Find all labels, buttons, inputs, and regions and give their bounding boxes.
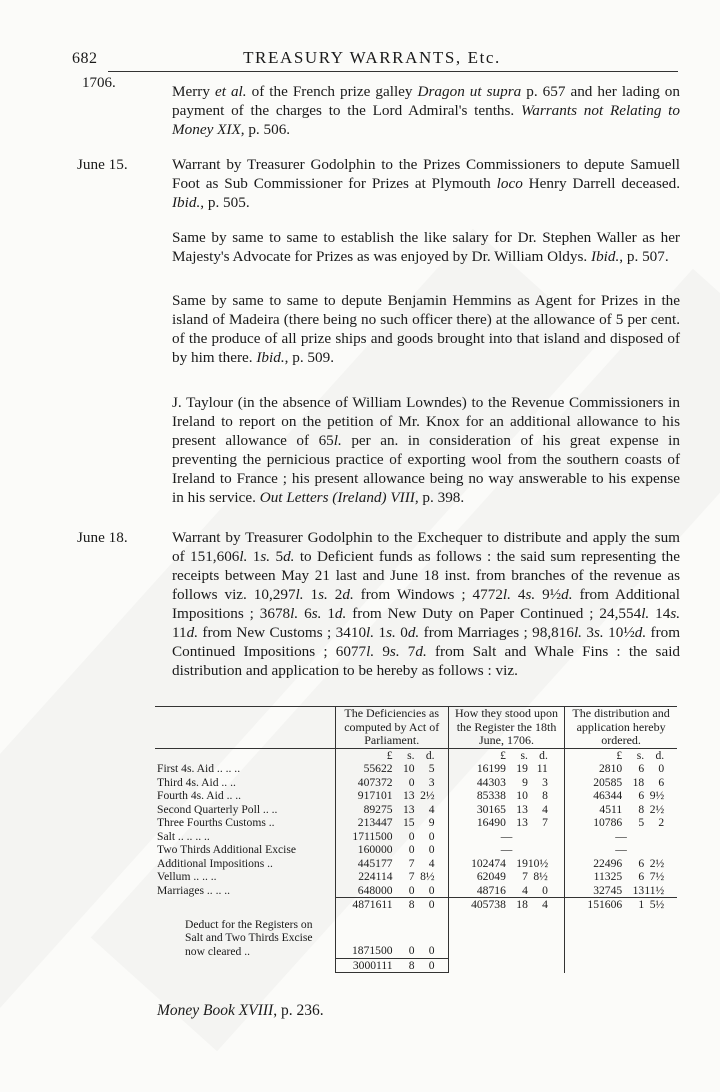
cell-a: 445177 7 4 [335, 857, 448, 871]
net-row: 3000111 8 0 [155, 958, 677, 973]
row-label: Fourth 4s. Aid .. .. [157, 789, 242, 802]
cell-b: 102474 1910½ [448, 857, 564, 871]
column-header-deficiencies: The Deficiencies as computed by Act of Parliament. [335, 707, 448, 749]
table-row [155, 816, 677, 830]
row-label: Vellum .. .. .. [157, 870, 217, 883]
row-label: First 4s. Aid .. .. .. [157, 762, 241, 775]
year-label: 1706. [82, 75, 116, 91]
row-label: Two Thirds Additional Excise [157, 843, 297, 856]
units-row: £ s. d. £ s. d. £ s. d. [155, 748, 677, 762]
cell-c: 46344 6 9½ [565, 789, 677, 803]
cell-b: 16490 13 7 [448, 816, 564, 830]
entry-6 [77, 528, 681, 680]
row-label: Marriages .. .. .. [157, 883, 231, 897]
entry-5 [172, 393, 680, 507]
table-row [155, 803, 677, 817]
column-header-distribution: The distribution and application hereby ordered. [565, 707, 677, 749]
table-body [155, 762, 677, 898]
cell-c: 11325 6 7½ [565, 870, 677, 884]
cell-a: 213447 15 9 [335, 816, 448, 830]
row-label: Salt .. .. .. .. [157, 829, 210, 843]
cell-c: 2810 6 0 [565, 762, 677, 776]
running-title: TREASURY WARRANTS, Etc. [243, 48, 501, 67]
row-label: Second Quarterly Poll .. .. [157, 802, 278, 816]
table-row [155, 830, 677, 844]
table-row [155, 843, 677, 857]
table-row [155, 776, 677, 790]
cell-c: 32745 1311½ [565, 884, 677, 898]
table-row [155, 884, 677, 898]
cell-a: 89275 13 4 [335, 803, 448, 817]
footer-citation: Money Book XVIII, p. 236. [157, 1002, 324, 1019]
entry-3 [172, 228, 680, 266]
entry-text: J. Taylour (in the absence of William Lowndes) to the Revenue Commissioners in Ireland to report on the petition of Mr. Knox for an additional allowance to his present allowance of 65l. per an. in consideration of his great expense in preventing the pernicious practice of exporting wool from the southern coasts of Ireland to France ; his present allowance being no way answerable to his expense in his service. Out Letters (Ireland) VIII, p. 398. [172, 394, 680, 506]
totals-row: 4871611 8 0 405738 18 4 151606 1 5½ [155, 898, 677, 912]
cell-b: — [448, 830, 564, 844]
cell-c: 4511 8 2½ [565, 803, 677, 817]
cell-b: 16199 19 11 [448, 762, 564, 776]
cell-a: 160000 0 0 [335, 843, 448, 857]
entry-text: Merry et al. of the French prize galley Dragon ut supra p. 657 and her lading on payment of the charges to the Lord Admiral's tenths. Warrants not Relating to Money XIX, p. 506. [172, 83, 680, 138]
table-header-row [155, 707, 677, 749]
row-label: Three Fourths Customs .. [157, 816, 275, 829]
header-rule [108, 71, 678, 72]
cell-b: 85338 10 8 [448, 789, 564, 803]
page-header [72, 48, 672, 72]
table-row [155, 870, 677, 884]
entry-date: June 18. [77, 529, 128, 546]
cell-b: — [448, 843, 564, 857]
deficiency-table [155, 706, 677, 973]
table-row [155, 762, 677, 776]
cell-a: 648000 0 0 [335, 884, 448, 898]
entry-2 [77, 155, 680, 212]
cell-b: 62049 7 8½ [448, 870, 564, 884]
cell-a: 917101 13 2½ [335, 789, 448, 803]
cell-a: 407372 0 3 [335, 776, 448, 790]
cell-a: 224114 7 8½ [335, 870, 448, 884]
cell-b: 48716 4 0 [448, 884, 564, 898]
entry-1 [172, 82, 680, 139]
column-header-register: How they stood upon the Register the 18th June, 1706. [448, 707, 564, 749]
entry-4 [172, 291, 680, 367]
table-row [155, 857, 677, 871]
cell-c: 10786 5 2 [565, 816, 677, 830]
entry-date: June 15. [77, 156, 128, 173]
table-row [155, 789, 677, 803]
entry-text: Warrant by Treasurer Godolphin to the Prizes Commissioners to depute Samuell Foot as Sub Commissioner for Prizes at Plymouth loco Henry Darrell deceased. Ibid., p. 505. [172, 156, 680, 211]
cell-a: 1711500 0 0 [335, 830, 448, 844]
deduct-row: Deduct for the Registers on Salt and Two Thirds Excise now cleared .. 1871500 0 0 [155, 912, 677, 959]
cell-c: — [565, 830, 677, 844]
entry-text: Same by same to same to establish the like salary for Dr. Stephen Waller as her Majesty's Advocate for Prizes as was enjoyed by Dr. William Oldys. Ibid., p. 507. [172, 229, 680, 265]
cell-b: 44303 9 3 [448, 776, 564, 790]
cell-c: 20585 18 6 [565, 776, 677, 790]
page-number: 682 [72, 50, 98, 67]
cell-c: — [565, 843, 677, 857]
row-label: Third 4s. Aid .. .. [157, 775, 236, 789]
cell-b: 30165 13 4 [448, 803, 564, 817]
row-label: Additional Impositions .. [157, 856, 273, 870]
cell-c: 22496 6 2½ [565, 857, 677, 871]
deduct-label: Deduct for the Registers on Salt and Two Thirds Excise now cleared .. [185, 917, 313, 958]
cell-a: 55622 10 5 [335, 762, 448, 776]
entry-text: Warrant by Treasurer Godolphin to the Exchequer to distribute and apply the sum of 151,606l. 1s. 5d. to Deficient funds as follows : the said sum representing the receipts between May 21 last and June 18 inst. from branches of the revenue as follows viz. 10,297l. 1s. 2d. from Windows ; 4772l. 4s. 9½d. from Additional Impositions ; 3678l. 6s. 1d. from New Duty on Paper Continued ; 24,554l. 14s. 11d. from New Customs ; 3410l. 1s. 0d. from Marriages ; 98,816l. 3s. 10½d. from Continued Impositions ; 6077l. 9s. 7d. from Salt and Whale Fins : the said distribution and application to be hereby as follows : viz. [172, 529, 681, 679]
entry-text: Same by same to same to depute Benjamin Hemmins as Agent for Prizes in the island of Madeira (there being no such officer there) at the allowance of 5 per cent. of the produce of all prize ships and goods brought into that island and disposed of by him there. Ibid., p. 509. [172, 292, 680, 366]
